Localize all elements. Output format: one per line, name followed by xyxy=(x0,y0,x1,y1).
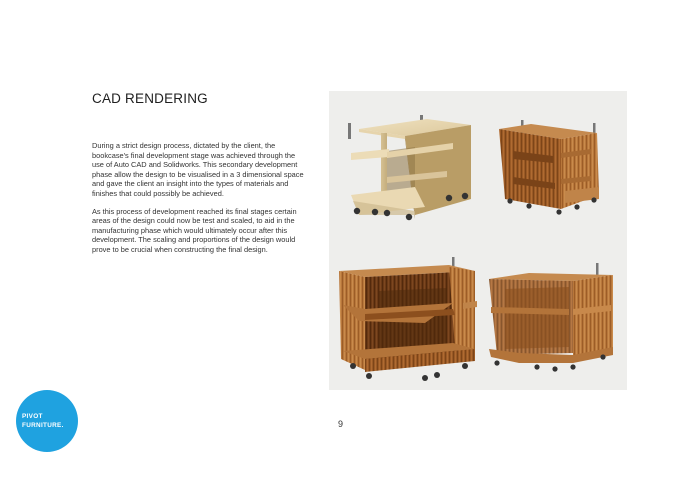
brand-line-2: FURNITURE. xyxy=(22,421,64,429)
bookcase-render-light-wood xyxy=(348,115,471,220)
cad-render-panel xyxy=(329,91,627,390)
page-number: 9 xyxy=(338,419,344,429)
bookcase-render-dark-wood-side xyxy=(489,263,613,372)
page-title: CAD RENDERING xyxy=(92,91,208,106)
brand-line-1: PIVOT xyxy=(22,413,43,420)
bookcase-render-dark-wood-front xyxy=(339,257,477,381)
paragraph-2: As this process of development reached its final stages certain areas of the design could now be test and scaled, to aid in the manufacturing phase which would ultimately occur after this development. The scaling and proportions of the design would prove to be crucial when constructing the final design. xyxy=(92,206,297,254)
body-text xyxy=(92,141,306,263)
cad-renders xyxy=(329,91,627,390)
paragraph-1: During a strict design process, dictated by the client, the bookcase's final development stage was achieved through the use of Auto CAD and Solidworks. This secondary development phase allow the design to be visualised in a 3 dimensional space and gave the client an insight into the types of materials and finishes that could possibly be achieved. xyxy=(92,141,304,198)
bookcase-render-dark-wood-angled xyxy=(499,120,599,215)
brand-logo-text xyxy=(22,413,64,430)
